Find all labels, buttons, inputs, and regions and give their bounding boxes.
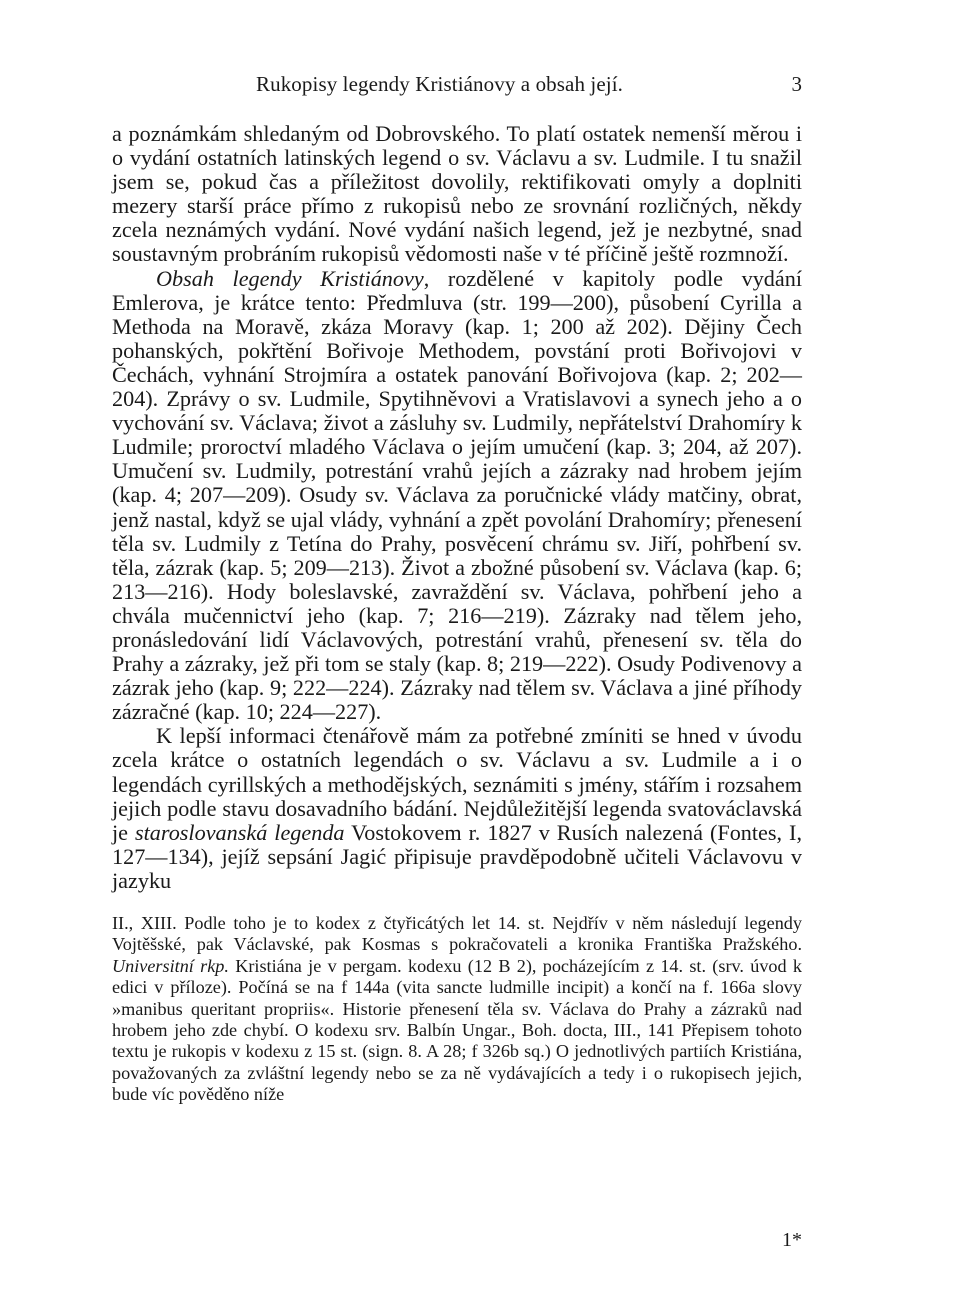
footnote (112, 913, 802, 1106)
paragraph-3-text-end: Vostokovem r. 1827 v Rusích nalezená (Fontes, I, 127—134), jejíž sepsání Jagić připisuje pravděpodobně učiteli Václavovu v jazyku (112, 819, 802, 893)
paragraph-3-italic-term: staroslovanská legenda (135, 819, 345, 845)
footnote-text-end: Kristiána je v pergam. kodexu (12 B 2), pocházejícím z 14. st. (srv. úvod k edici v příloze). Počíná se na f 144a (vita sancte ludmille incipit) a končí na f. 166a slovy »manibus queritant propriis«. Historie přenesení těla sv. Václava do Prahy a zázraků nad hrobem jeho zde chybí. O kodexu srv. Balbín Ungar., Boh. docta, III., 141 Přepisem tohoto textu je rukopis v kodexu z 15 st. (sign. 8. A 28; f 326b sq.) O jednotlivých partiích Kristiána, považovaných za zvláštní legendy nebo se za ně vydávajících a tedy i o rukopisech jejich, bude víc pověděno níže (112, 955, 802, 1105)
paragraph-3 (112, 724, 802, 893)
paragraph-2 (112, 267, 802, 725)
main-text (112, 122, 802, 893)
running-head: Rukopisy legendy Kristiánovy a obsah její. (256, 72, 623, 96)
paragraph-3-text-start: K lepší informaci čtenářově mám za potřebné zmíniti se hned v úvodu zcela krátce o ostatních legendách o sv. Václavu a sv. Ludmile a i o legendách cyrillských a methodějských, seznámiti s jmény, stářím i rozsahem jejich podle stavu dosavadního bádání. Nejdůležitější legenda svatováclavská je (112, 723, 802, 845)
page-number: 3 (791, 72, 802, 96)
paragraph-1: a poznámkám shledaným od Dobrovského. To platí ostatek nemenší měrou i o vydání ostatních latinských legend o sv. Václavu a sv. Ludmile. I tu snažil jsem se, pokud čas a příležitost dovolily, rektifikovati omyly a doplniti mezery starší práce přímo z rukopisů nebo ze srovnání rozličných, někdy zcela neznámých vydání. Nové vydání našich legend, jež je nezbytné, snad soustavným probráním rukopisů vědomosti naše v té příčině ještě rozmnoží. (112, 121, 802, 267)
footnote-area (112, 913, 802, 1106)
footnote-text-start: II., XIII. Podle toho je to kodex z čtyřicátých let 14. st. Nejdřív v něm následují legendy Vojtěšské, pak Václavské, pak Kosmas s pokračovateli a kronika Františka Pražského. (112, 913, 802, 955)
page-header (112, 64, 802, 104)
book-page (112, 64, 802, 1251)
paragraph-2-text: , rozdělené v kapitoly podle vydání Emlerova, je krátce tento: Předmluva (str. 199—200), působení Cyrilla a Methoda na Moravě, zkáza Moravy (kap. 1; 200 až 202). Dějiny Čech pohanských, pokřtění Bořivoje Methodem, povstání proti Bořivojovi v Čechách, vyhnání Strojmíra a ostatek panování Bořivojova (kap. 2; 202—204). Zprávy o sv. Ludmile, Spytihněvovi a Vratislavovi a synech jeho a o vychování sv. Václava; život a zásluhy sv. Ludmily, nepřátelství Drahomíry k Ludmile; proroctví mladého Václava o jejím umučení (kap. 3; 204, až 207). Umučení sv. Ludmily, potrestání vrahů jejích a zázraky nad hrobem jejím (kap. 4; 207—209). Osudy sv. Václava za poručnické vlády matčiny, obrat, jenž nastal, když se ujal vlády, vyhnání a zpět povolání Drahomíry; přenesení těla sv. Ludmily z Tetína do Prahy, posvěcení chrámu sv. Jiří, pohřbení sv. těla, zázrak (kap. 5; 209—213). Život a zbožné působení sv. Václava (kap. 6; 213—216). Hody boleslavské, zavraždění sv. Václava, pohřbení jeho a chvála mučennictví jeho (kap. 7; 216—219). Zázraky nad tělem jeho, pronásledování lidí Václavových, potrestání vrahů, přenesení sv. těla do Prahy a zázraky, jež při tom se staly (kap. 8; 219—222). Osudy Podivenovy a zázrak jeho (kap. 9; 222—224). Zázraky nad tělem sv. Václava a jiné příhody zázračné (kap. 10; 224—227). (112, 265, 802, 725)
signature-mark: 1* (782, 1229, 802, 1251)
paragraph-2-italic-title: Obsah legendy Kristiánovy (156, 265, 424, 291)
footnote-italic: Universitní rkp. (112, 955, 229, 976)
